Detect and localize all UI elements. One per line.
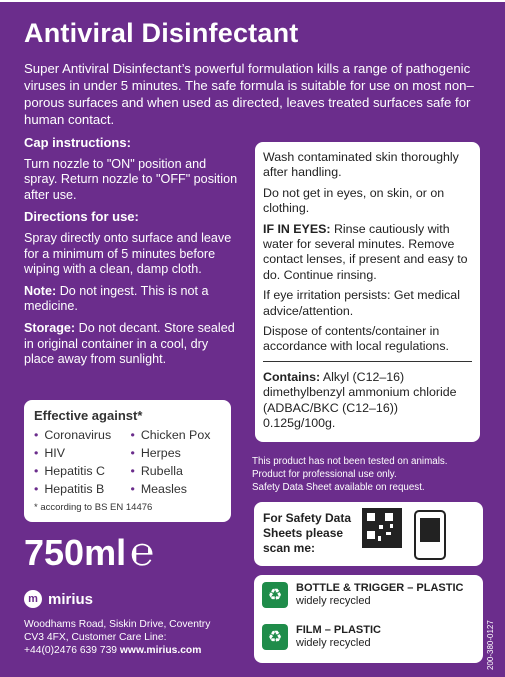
recycle-sub: widely recycled	[296, 595, 371, 607]
recycle-title: FILM – PLASTIC	[296, 624, 381, 636]
address-block	[24, 618, 244, 657]
if-in-eyes-label: IF IN EYES:	[263, 221, 331, 236]
safety-panel	[255, 142, 480, 442]
recycle-row	[262, 581, 463, 609]
volume	[24, 532, 154, 573]
safety-eyes-skin: Do not get in eyes, on skin, or on clothing.	[263, 185, 445, 216]
if-in-eyes-text: Rinse cautiously with water for several minutes. Remove contact lenses, if present and easy to do. Continue rinsing.	[263, 221, 468, 282]
effective-against-box	[24, 400, 231, 522]
sds-box	[254, 502, 483, 566]
product-code: 200-380-0127	[486, 620, 495, 670]
estimated-sign-icon: ℮	[130, 530, 155, 574]
effective-item: • Herpes	[131, 445, 222, 462]
volume-text: 750ml	[24, 532, 127, 573]
effective-item: • Hepatitis C	[34, 463, 125, 480]
safety-dispose: Dispose of contents/container in accordance with local regulations.	[263, 324, 449, 354]
storage-label: Storage:	[24, 320, 76, 335]
contains-paragraph	[263, 370, 472, 432]
recycling-box	[254, 575, 483, 663]
note-paragraph	[24, 284, 239, 315]
panel-divider	[263, 361, 472, 362]
notices	[252, 455, 492, 494]
recycle-text	[296, 582, 463, 608]
safety-wash: Wash contaminated skin thoroughly after handling.	[263, 150, 459, 180]
storage-paragraph	[24, 321, 239, 368]
animal-testing-note: This product has not been tested on animals.	[252, 456, 448, 467]
professional-use-note: Product for professional use only.	[252, 469, 397, 480]
effective-item: • Chicken Pox	[131, 427, 222, 444]
qr-code-icon[interactable]	[362, 508, 402, 548]
safety-irritation: If eye irritation persists: Get medical advice/attention.	[263, 288, 460, 318]
directions-text: Spray directly onto surface and leave for a minimum of 5 minutes before wiping with a clean, damp cloth.	[24, 230, 232, 277]
effective-item: • Hepatitis B	[34, 481, 125, 498]
safety-if-in-eyes	[263, 222, 472, 284]
contact-line	[24, 644, 244, 657]
directions-heading: Directions for use:	[24, 209, 139, 225]
brand-name: mirius	[48, 590, 94, 608]
effective-title: Effective against*	[34, 408, 143, 423]
effective-footnote: * according to BS EN 14476	[34, 502, 153, 513]
note-label: Note:	[24, 283, 57, 298]
contains-text: Alkyl (C12–16) dimethylbenzyl ammonium chloride (ADBAC/BKC (C12–16)) 0.125g/100g.	[263, 369, 457, 431]
effective-item: • Measles	[131, 481, 222, 498]
recycle-text	[296, 624, 381, 650]
cap-heading: Cap instructions:	[24, 135, 131, 150]
intro-text: Super Antiviral Disinfectant’s powerful formulation kills a range of pathogenic viruses in under 5 minutes. The safe formula is suitable for use on most non–porous surfaces and when used as directed, leaves treated surfaces safe for human contact.	[24, 61, 474, 127]
sds-note: Safety Data Sheet available on request.	[252, 482, 425, 493]
address-line1: Woodhams Road, Siskin Drive, Coventry	[24, 619, 211, 630]
effective-item: • HIV	[34, 445, 125, 462]
effective-item: • Rubella	[131, 463, 222, 480]
phone: +44(0)2476 639 739	[24, 645, 118, 656]
contains-label: Contains:	[263, 369, 321, 384]
product-title: Antiviral Disinfectant	[24, 18, 299, 48]
recycle-icon: ♻	[262, 582, 288, 608]
recycle-sub: widely recycled	[296, 637, 371, 649]
recycle-title: BOTTLE & TRIGGER – PLASTIC	[296, 582, 464, 594]
recycle-row	[262, 623, 381, 651]
sds-scan-text: For Safety Data Sheets please scan me:	[263, 511, 352, 555]
cap-text: Turn nozzle to "ON" position and spray. Return nozzle to "OFF" position after use.	[24, 156, 238, 202]
recycle-icon: ♻	[262, 624, 288, 650]
address-line2: CV3 4FX, Customer Care Line:	[24, 632, 167, 643]
website-link[interactable]: www.mirius.com	[119, 645, 202, 656]
instructions-column	[24, 135, 239, 374]
top-border	[0, 0, 505, 2]
mirius-logo-icon: m	[24, 590, 42, 608]
effective-item: • Coronavirus	[34, 427, 125, 444]
effective-list	[34, 427, 221, 498]
storage-text: Do not decant. Store sealed in original container in a cool, dry place away from sunlight.	[24, 320, 235, 367]
phone-scan-icon	[414, 510, 446, 560]
brand-logo	[24, 590, 93, 608]
note-text: Do not ingest. This is not a medicine.	[24, 283, 209, 314]
